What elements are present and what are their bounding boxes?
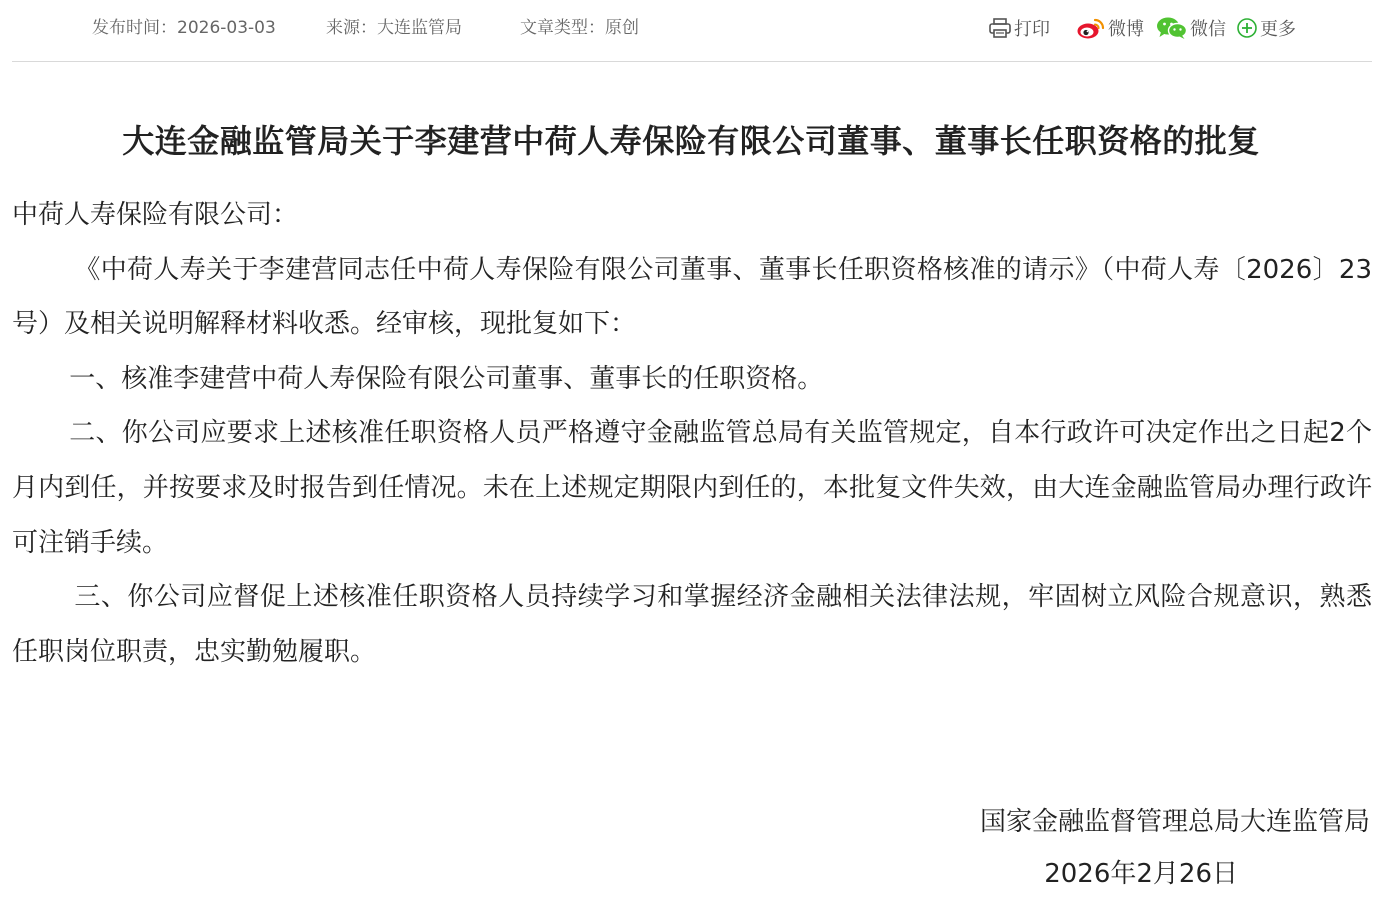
print-label: 打印 bbox=[1014, 19, 1050, 40]
article-source: 来源：大连监管局 bbox=[326, 18, 462, 38]
body-paragraph-intro: 《中荷人寿关于李建营同志任中荷人寿保险有限公司董事、董事长任职资格核准的请示》（中荷人寿〔2026〕23号）及相关说明解释材料收悉。经审核，现批复如下： bbox=[12, 254, 1372, 340]
print-button[interactable] bbox=[988, 14, 1050, 42]
wechat-icon bbox=[1156, 16, 1188, 40]
share-weibo-button[interactable] bbox=[1076, 14, 1144, 42]
weibo-label: 微博 bbox=[1108, 19, 1144, 40]
body-paragraph-item-1: 一、核准李建营中荷人寿保险有限公司董事、董事长的任职资格。 bbox=[69, 363, 824, 394]
article-type: 文章类型：原创 bbox=[520, 18, 639, 38]
signature-organization: 国家金融监督管理总局大连监管局 bbox=[979, 807, 1370, 837]
more-label: 更多 bbox=[1260, 19, 1296, 40]
signature-block bbox=[980, 796, 1370, 900]
printer-icon bbox=[988, 17, 1012, 39]
signature-date: 2026年2月26日 bbox=[1044, 859, 1238, 889]
body-paragraph-item-3: 三、你公司应督促上述核准任职资格人员持续学习和掌握经济金融相关法律法规，牢固树立风险合规意识，熟悉任职岗位职责，忠实勤勉履职。 bbox=[12, 582, 1372, 667]
plus-circle-icon bbox=[1236, 17, 1258, 39]
body-paragraph-item-2: 二、你公司应要求上述核准任职资格人员严格遵守金融监管总局有关监管规定，自本行政许可决定作出之日起2个月内到任，并按要求及时报告到任情况。未在上述规定期限内到任的，本批复文件失效，由大连金融监管局办理行政许可注销手续。 bbox=[12, 418, 1372, 558]
header-divider bbox=[12, 61, 1372, 62]
wechat-label: 微信 bbox=[1190, 19, 1226, 40]
addressee: 中荷人寿保险有限公司： bbox=[12, 200, 299, 230]
share-wechat-button[interactable] bbox=[1156, 14, 1226, 42]
weibo-icon bbox=[1076, 16, 1106, 40]
document-title: 大连金融监管局关于李建营中荷人寿保险有限公司董事、董事长任职资格的批复 bbox=[122, 122, 1260, 161]
document-body bbox=[12, 188, 1372, 679]
share-more-button[interactable] bbox=[1236, 14, 1296, 42]
publish-time: 发布时间：2026-03-03 bbox=[92, 18, 276, 38]
article-meta-bar bbox=[0, 0, 1398, 56]
